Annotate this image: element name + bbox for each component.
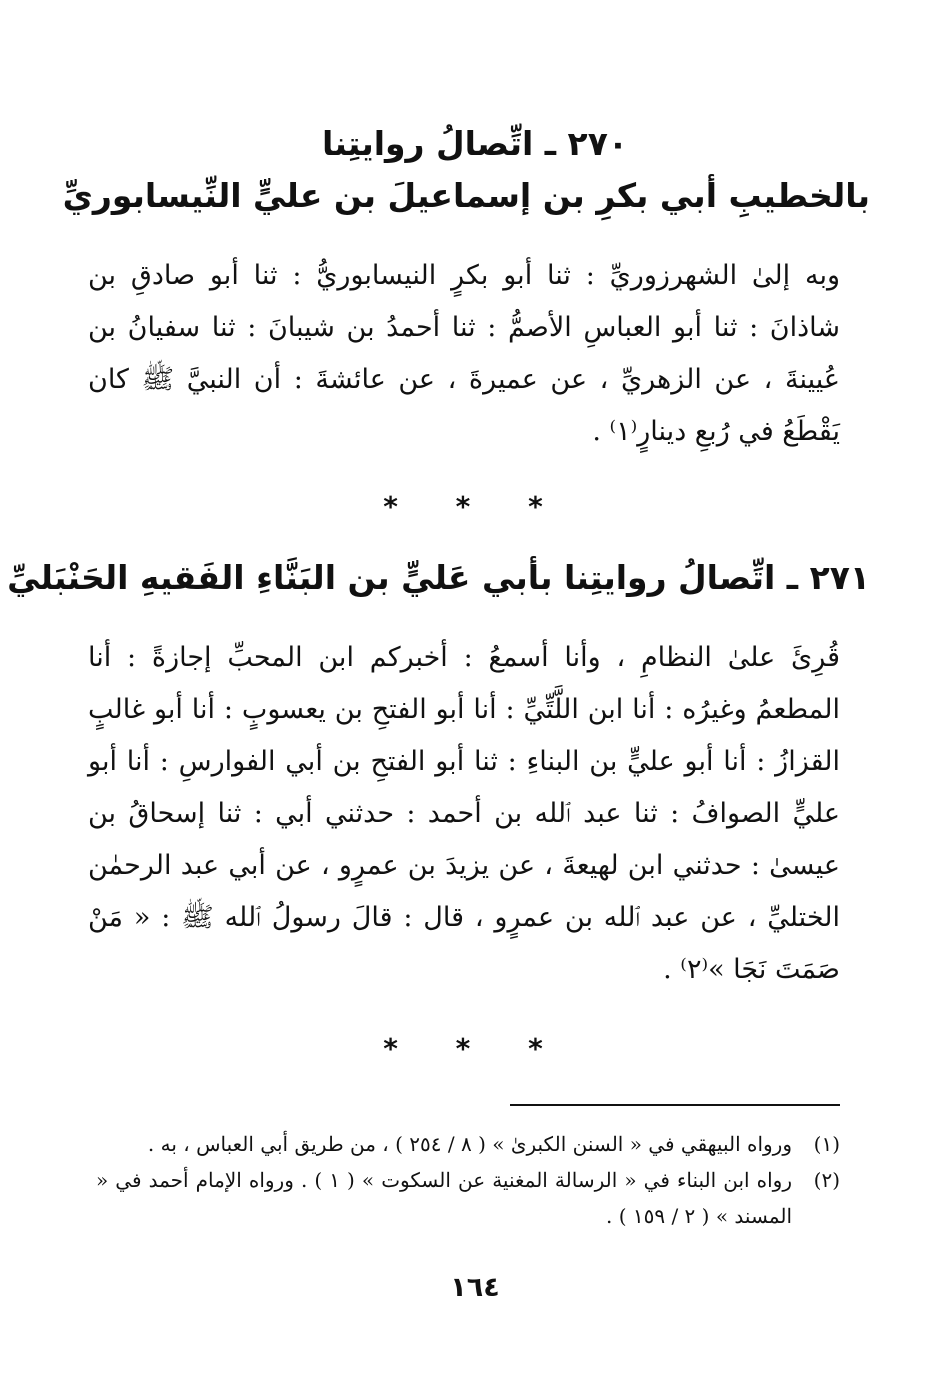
footnote-number: (١): [813, 1132, 840, 1156]
footnote-text: رواه ابن البناء في « الرسالة المغنية عن السكوت » ( ١ ) . ورواه الإمام أحمد في « المسند » ( ٢ / ١٥٩ ) .: [96, 1168, 792, 1228]
footnote-text: ورواه البيهقي في « السنن الكبرىٰ » ( ٨ / ٢٥٤ ) ، من طريق أبي العباس ، به .: [147, 1132, 792, 1156]
section-separator: * * *: [383, 490, 567, 523]
footnote-divider: [510, 1104, 840, 1106]
page-number: ١٦٤: [450, 1272, 500, 1303]
section-270-title: ٢٧٠ ـ اتِّصالُ روايتِنا: [322, 124, 628, 163]
section-271-title: ٢٧١ ـ اتِّصالُ روايتِنا بأبي عَليٍّ بن البَنَّاءِ الفَقيهِ الحَنْبَليِّ: [7, 558, 870, 597]
footnote: [96, 1162, 840, 1234]
section-270-body: وبه إلىٰ الشهرزوريِّ : ثنا أبو بكرٍ النيسابوريُّ : ثنا أبو صادقِ بن شاذانَ : ثنا أبو العباسِ الأصمُّ : ثنا أحمدُ بن شيبانَ : ثنا سفيانُ بن عُيينةَ ، عن الزهريِّ ، عن عميرةَ ، عن عائشةَ : أن النبيَّ ﷺ كان يَقْطَعُ في رُبعِ دينارٍ⁽١⁾ .: [88, 260, 840, 447]
section-separator: * * *: [383, 1032, 567, 1065]
section-271-body: قُرِئَ علىٰ النظامِ ، وأنا أسمعُ : أخبركم ابن المحبِّ إجازةً : أنا المطعمُ وغيرُه : أنا ابن اللَّتِّيِّ : أنا أبو الفتحِ بن يعسوبٍ : أنا أبو غالبٍ القزازُ : أنا أبو عليٍّ بن البناءِ : ثنا أبو الفتحِ بن أبي الفوارسِ : أنا أبو عليٍّ الصوافُ : ثنا عبد ٱلله بن أحمد : حدثني أبي : ثنا إسحاقُ بن عيسىٰ : حدثني ابن لهيعةَ ، عن يزيدَ بن عمرٍو ، عن أبي عبد الرحمٰن الختليِّ ، عن عبد ٱلله بن عمرٍو ، قال : قالَ رسولُ ٱلله ﷺ : « مَنْ صَمَتَ نَجَا »⁽٢⁾ .: [88, 642, 840, 985]
footnote: [96, 1126, 840, 1162]
section-270-subtitle: بالخطيبِ أبي بكرِ بن إسماعيلَ بن عليٍّ النِّيسابوريِّ: [62, 176, 870, 215]
footnotes: [96, 1126, 840, 1234]
footnote-number: (٢): [813, 1168, 840, 1192]
